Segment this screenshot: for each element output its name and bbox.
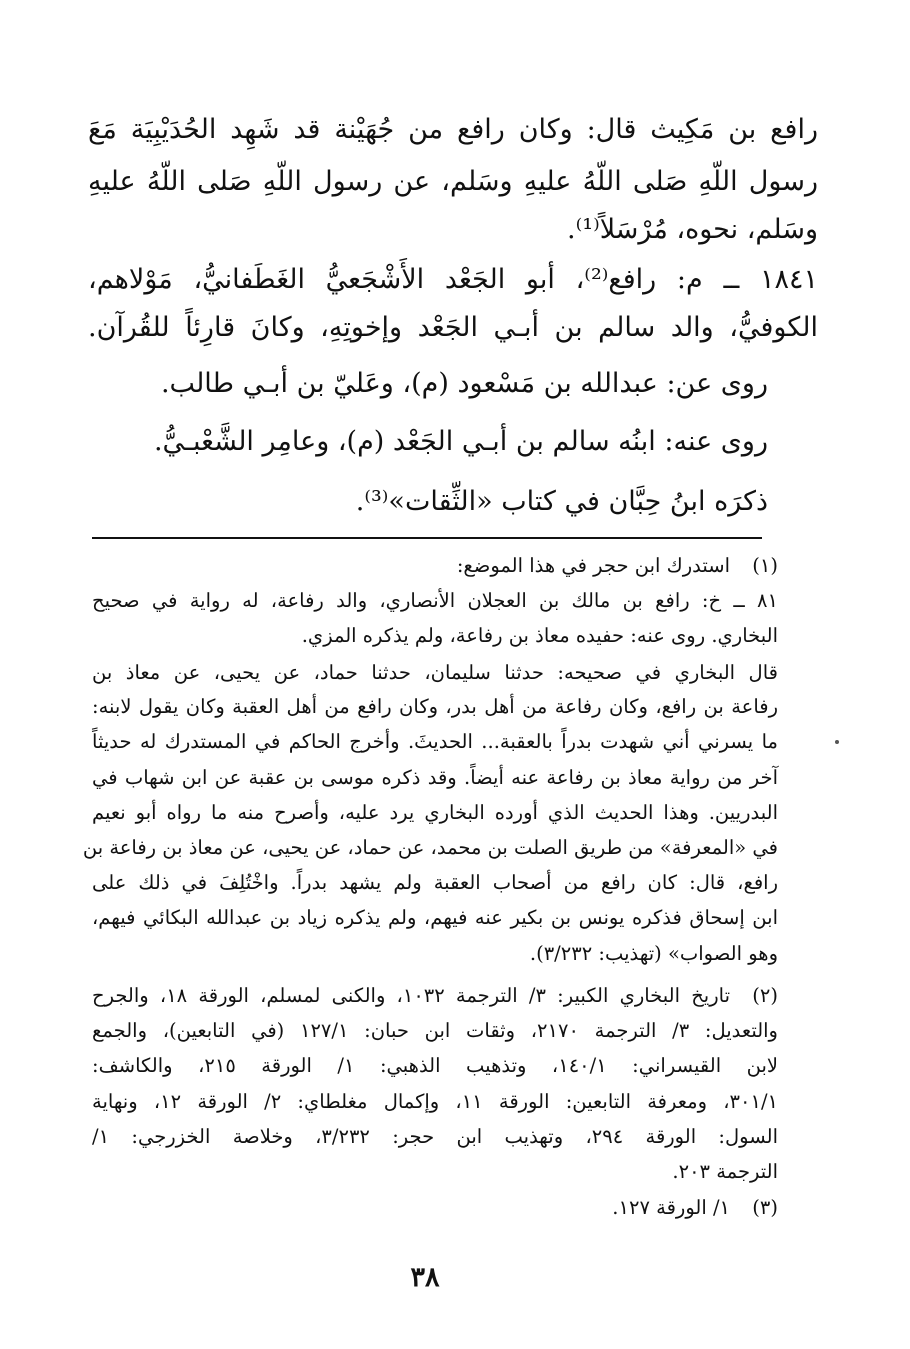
page-number: ٣٨ (410, 1262, 440, 1293)
footnote-2-line: الترجمة ٢٠٣. (672, 1160, 778, 1183)
footnote-1-line: قال البخاري في صحيحه: حدثنا سليمان، حدثنا حماد، عن يحيى، عن معاذ بن (92, 661, 778, 684)
narrated-by-line: روى عنه: ابنُه سالم بن أبـي الجَعْد (م)، وعامِر الشَّعْبـيُّ. (153, 426, 768, 457)
footnote-1-line: ٨١ ــ خ: رافع بن مالك بن العجلان الأنصاري، والد رفاعة، له رواية في صحيح (92, 589, 778, 612)
main-text-line: رافع بن مَكِيث قال: وكان رافع من جُهَيْنة قد شَهِد الحُدَيْبِيَة مَعَ (88, 114, 819, 145)
footnote-2-number: (٢) (752, 984, 778, 1007)
footnote-1-line: رفاعة بن رافع، وكان رفاعة من أهل بدر، وكان رافع من أهل العقبة وكان يقول لابنه: (92, 695, 778, 718)
footnote-3-line: ١/ الورقة ١٢٧. (612, 1196, 730, 1219)
footnote-1-line: آخر من رواية معاذ بن رفاعة عنه أيضاً. وقد ذكره موسى بن عقبة عن ابن شهاب في (92, 766, 778, 789)
narrated-from-line: روى عن: عبدالله بن مَسْعود (م)، وعَليّ بن أبـي طالب. (160, 368, 768, 399)
footnote-2-line: تاريخ البخاري الكبير: ٣/ الترجمة ١٠٣٢، والكنى لمسلم، الورقة ١٨، والجرح (92, 984, 731, 1007)
footnote-3-number: (٣) (752, 1196, 778, 1219)
footnote-1-line: استدرك ابن حجر في هذا الموضع: (456, 554, 730, 577)
footnote-1-line: ابن إسحاق فذكره يونس بن بكير عنه فيهم، ولم يذكره زياد بن عبدالله البكائي فيهم، (92, 906, 778, 929)
source-mention-line: ذكرَه ابنُ حِبَّان في كتاب «الثِّقات»⁽³⁾. (355, 486, 768, 517)
footnote-1-line: في «المعرفة» من طريق الصلت بن محمد، عن حماد، عن يحيى، عن معاذ بن رفاعة بن (82, 836, 778, 859)
footnote-1-line: رافع، قال: كان رافع من أصحاب العقبة ولم يشهد بدراً. واخْتُلِفَ في ذلك على (92, 871, 778, 894)
main-text-line: وسَلم، نحوه، مُرْسَلاً⁽¹⁾. (567, 214, 818, 245)
entry-heading-line: ١٨٤١ ــ م: رافع⁽²⁾، أبو الجَعْد الأَشْجَعيُّ الغَطَفانيُّ، مَوْلاهم، (88, 264, 818, 295)
footnote-separator (92, 537, 762, 539)
margin-dot (835, 740, 839, 744)
main-text-line: رسول اللّهِ صَلى اللّهُ عليهِ وسَلم، عن رسول اللّهِ صَلى اللّهُ عليهِ (88, 166, 818, 197)
footnote-2-line: والتعديل: ٣/ الترجمة ٢١٧٠، وثقات ابن حبان: ١٢٧/١ (في التابعين)، والجمع (92, 1019, 778, 1042)
footnote-1-line: وهو الصواب» (تهذيب: ٣/٢٣٢). (529, 942, 778, 965)
footnote-2-line: ٣٠١/١، ومعرفة التابعين: الورقة ١١، وإكمال مغلطاي: ٢/ الورقة ١٢، ونهاية (92, 1090, 778, 1113)
main-text-line: الكوفيُّ، والد سالم بن أبـي الجَعْد وإخوتِهِ، وكانَ قارِئاً للقُرآن. (88, 312, 818, 343)
footnote-2-line: لابن القيسراني: ١٤٠/١، وتذهيب الذهبي: ١/ الورقة ٢١٥، والكاشف: (92, 1054, 778, 1077)
footnote-2-line: السول: الورقة ٢٩٤، وتهذيب ابن حجر: ٣/٢٣٢، وخلاصة الخزرجي: ١/ (92, 1125, 778, 1148)
footnote-1-number: (١) (752, 554, 778, 577)
footnote-1-line: البخاري. روى عنه: حفيده معاذ بن رفاعة، ولم يذكره المزي. (301, 624, 778, 647)
footnote-1-line: البدريين. وهذا الحديث الذي أورده البخاري يرد عليه، وأصرح منه ما رواه أبو نعيم (92, 801, 778, 824)
footnote-1-line: ما يسرني أني شهدت بدراً بالعقبة... الحديثَ. وأخرج الحاكم في المستدرك له حديثاً (92, 730, 778, 753)
